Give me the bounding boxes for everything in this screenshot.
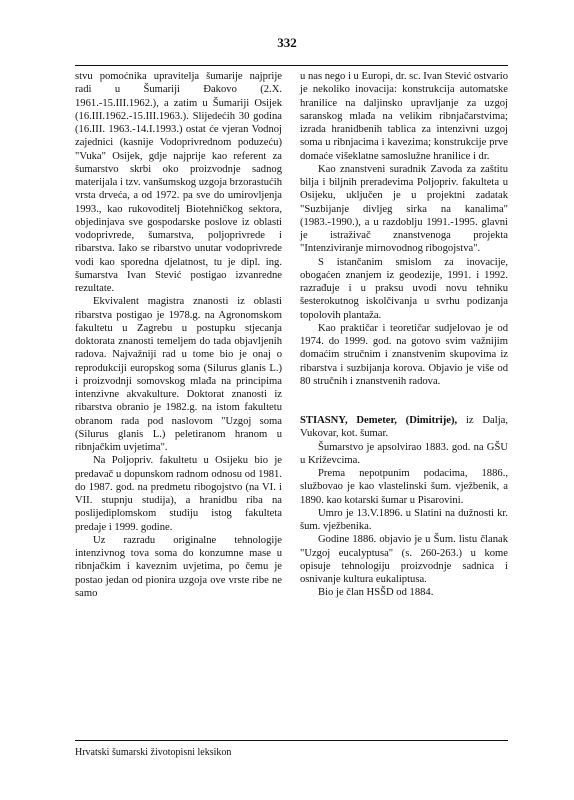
body-paragraph: Umro je 13.V.1896. u Slatini na dužnosti kr. šum. vježbenika. [300,507,508,532]
right-column [300,70,508,600]
left-column [75,70,282,600]
body-paragraph: Bio je član HSŠD od 1884. [318,587,434,599]
page-number: 332 [277,35,297,50]
body-paragraph: S istančanim smislom za inovacije, obogaćen znanjem iz geodezije, 1991. i 1992. razrađuje i u praksu uvodi novu tehniku šesterokutnog iskolčivanja u svrhu podizanja topolovih plantaža. [300,256,508,321]
body-paragraph: Prema nepotpunim podacima, 1886., službovao je kao vlastelinski šum. vježbenik, a 1890. kao kotarski šumar u Pisarovini. [300,468,508,506]
entry-origin: iz Dalja, Vukovar, kot. šumar. [300,415,508,440]
body-paragraph: stvu pomoćnika upravitelja šumarije najprije radi u Šumariji Đakovo (2.X. 1961.-15.III.1962.), a zatim u Šumariji Osijek (16.III.1962.-15.III.1963.). Slijedećih 30 godina (16.III. 1963.-14.I.1993.) ostat će vjeran Vodnoj zajednici (kasnije Vodoprivrednom poduzeću) "Vuka" Osijek, gdje najprije kao referent za šumarstvo skrbi oko proizvodnje sadnog materijala i tzv. vanšumskog uzgoja brzorastućih vrsta drveća, a od 1972. pa sve do umirovljenja 1993., kao rukovoditelj Biotehničkog sektora, objedinjava sve gospodarske poslove iz oblasti vodoprivrede, šumarstva, poljoprivrede i ribarstva. Iako se ribarstvo unutar vodoprivrede vodi kao sporedna djelatnost, tu je dipl. ing. šumarstva Ivan Stević postigao izvanredne rezultate. [75,71,283,294]
body-paragraph: Uz razradu originalne tehnologije intenzivnog tova soma do konzumne mase u ribnjačkim i kaveznim uvjetima, po čemu je postao jedan od pionira uzgoja ove vrste ribe ne samo [75,534,282,599]
footer-title: Hrvatski šumarski životopisni leksikon [75,747,232,758]
footer-rule [75,740,508,741]
entry-name: STIASNY, Demeter, (Dimitrije), [300,415,458,426]
header-rule [75,65,508,66]
body-paragraph: u nas nego i u Europi, dr. sc. Ivan Stević ostvario je nekoliko inovacija: konstrukcija automatske hranilice na daljinsko upravljanje za uzgoj saranskog mlađa na velikim ribnjačarstvima; izrada hranidbenih tablica za intenzivni uzgoj soma u ribnjacima i kavezima; konstrukcije prve domaće višeklatne samoslužne hranilice i dr. [300,71,509,162]
entry-heading [300,414,508,441]
body-paragraph: Kao praktičar i teoretičar sudjelovao je od 1974. do 1999. god. na gotovo svim važnijim domaćim stručnim i znanstvenim skupovima iz ribarstva i suzbijanja korova. Objavio je više od 80 stručnih i znanstvenih radova. [300,322,508,387]
body-paragraph: Kao znanstveni suradnik Zavoda za zaštitu bilja i biljnih preradevima Poljopriv. fakulteta u Osijeku, uključen je u projektni zadatak "Suzbijanje divljeg sirka na kanalima" (1983.-1990.), a u razdoblju 1991.-1995. glavni je istraživač znanstvenoga projekta "Intenziviranje mirnovodnog ribogojstva". [300,163,508,255]
body-paragraph: Godine 1886. objavio je u Šum. listu članak "Uzgoj eucalyptusa" (s. 260-263.) u kome opisuje tehnologiju proizvodnje sadnica i osnivanje kultura eukaliptusa. [300,534,508,585]
body-paragraph: Ekvivalent magistra znanosti iz oblasti ribarstva postigao je 1978.g. na Agronomskom fakultetu u Zagrebu u postupku stjecanja doktorata znanosti temeljem do tada objavljenih radova. Najvažniji rad u tome bio je onaj o reprodukciji europskog soma (Silurus glanis L.) i proizvodnji somovskog mlađa na principima intenzivne akvakulture. Doktorat znanosti iz ribarstva obranio je 1982.g. na istom fakultetu obranom rada pod naslovom "Uzgoj soma (Silurus glanis L.) peletiranom hranom u ribnjačkim uvjetima". [75,296,282,453]
body-paragraph: Šumarstvo je apsolvirao 1883. god. na GŠU u Križevcima. [300,441,508,466]
body-paragraph: Na Poljopriv. fakultetu u Osijeku bio je predavač u dopunskom radnom odnosu od 1981. do 1987. god. na predmetu ribogojstvo (na VI. i VII. stupnju studija), a hranidbu riba na poslijediplomskom studiju istog fakulteta predaje i 1999. godine. [75,455,282,533]
entry-separator [300,388,508,414]
